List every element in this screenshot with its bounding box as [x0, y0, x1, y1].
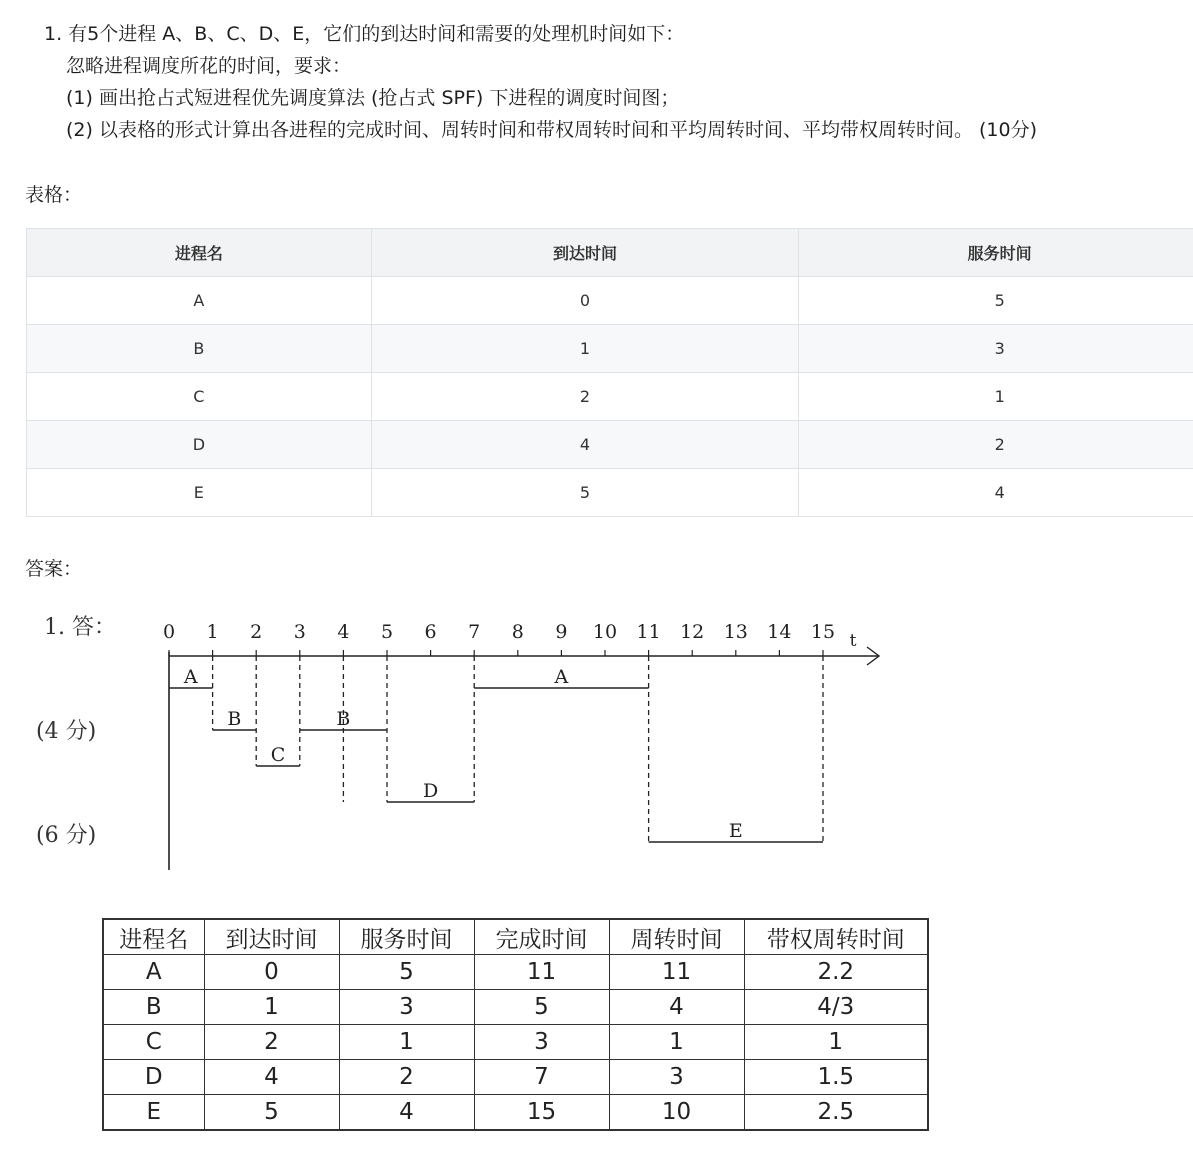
cell-process: D	[27, 421, 372, 469]
question-line-2: 忽略进程调度所花的时间，要求：	[66, 55, 352, 77]
gantt-chart	[150, 610, 890, 880]
cell: 10	[609, 1095, 744, 1131]
cell-service: 5	[799, 277, 1193, 325]
tick-label: 11	[636, 621, 661, 643]
cell: 4	[339, 1095, 474, 1131]
table-row	[103, 990, 928, 1025]
tick-label: 2	[250, 621, 263, 643]
cell: 1	[609, 1025, 744, 1060]
tick-label: 15	[810, 621, 836, 643]
table-header-row	[27, 229, 1193, 277]
cell: 3	[474, 1025, 609, 1060]
cell: 1	[339, 1025, 474, 1060]
question-line-3: (1) 画出抢占式短进程优先调度算法 (抢占式 SPF) 下进程的调度时间图；	[66, 87, 680, 109]
table-row	[27, 277, 1193, 325]
cell-arrival: 1	[371, 325, 799, 373]
ans-header-turnaround: 周转时间	[609, 919, 744, 955]
cell: 4/3	[744, 990, 928, 1025]
cell: 4	[609, 990, 744, 1025]
cell: 5	[474, 990, 609, 1025]
header-arrival-time: 到达时间	[371, 229, 799, 277]
ans-header-weighted: 带权周转时间	[744, 919, 928, 955]
process-table	[26, 228, 1193, 517]
answer-number: 1. 答：	[44, 615, 116, 640]
cell: 15	[474, 1095, 609, 1131]
table-row	[27, 325, 1193, 373]
ans-header-process: 进程名	[103, 919, 204, 955]
table-row	[27, 373, 1193, 421]
segment-label: B	[336, 708, 351, 730]
segment-label: B	[227, 708, 242, 730]
cell: 5	[204, 1095, 339, 1131]
cell: 1	[744, 1025, 928, 1060]
segment-label: A	[183, 666, 198, 688]
cell: 0	[204, 955, 339, 990]
cell: C	[103, 1025, 204, 1060]
cell: 3	[339, 990, 474, 1025]
segment-label: D	[422, 780, 439, 802]
tick-label: 12	[680, 621, 705, 643]
tick-label: 9	[555, 621, 568, 643]
cell-service: 2	[799, 421, 1193, 469]
cell: 7	[474, 1060, 609, 1095]
table-row	[103, 955, 928, 990]
score-top: (4 分)	[36, 719, 97, 744]
question-line-1: 1. 有5个进程 A、B、C、D、E，它们的到达时间和需要的处理机时间如下：	[44, 23, 685, 45]
gantt-tick-labels	[163, 621, 857, 651]
cell: 2	[204, 1025, 339, 1060]
answer-table	[102, 918, 929, 1131]
table-row	[103, 1025, 928, 1060]
cell-process: E	[27, 469, 372, 517]
answer-header-row	[103, 919, 928, 955]
score-bottom: (6 分)	[36, 823, 97, 848]
table-row	[103, 1095, 928, 1131]
answer-label: 答案：	[25, 558, 83, 580]
segment-label: E	[728, 820, 743, 842]
cell: 3	[609, 1060, 744, 1095]
cell: 11	[609, 955, 744, 990]
cell: 1	[204, 990, 339, 1025]
cell: 2.2	[744, 955, 928, 990]
cell: 11	[474, 955, 609, 990]
cell-service: 4	[799, 469, 1193, 517]
cell: D	[103, 1060, 204, 1095]
segment-label: A	[554, 666, 569, 688]
table-row	[27, 421, 1193, 469]
cell-service: 1	[799, 373, 1193, 421]
tick-label: 6	[424, 621, 437, 643]
tick-label: 4	[337, 621, 350, 643]
tick-label: 7	[468, 621, 481, 643]
cell-arrival: 4	[371, 421, 799, 469]
cell: 4	[204, 1060, 339, 1095]
ans-header-arrival: 到达时间	[204, 919, 339, 955]
cell-process: A	[27, 277, 372, 325]
tick-label: 0	[162, 621, 176, 643]
tick-label: 8	[511, 621, 524, 643]
segment-label: C	[270, 744, 286, 766]
cell-arrival: 0	[371, 277, 799, 325]
question-block	[44, 18, 1037, 146]
cell: B	[103, 990, 204, 1025]
ans-header-finish: 完成时间	[474, 919, 609, 955]
ans-header-service: 服务时间	[339, 919, 474, 955]
cell: A	[103, 955, 204, 990]
axis-label: t	[849, 631, 857, 651]
cell: E	[103, 1095, 204, 1131]
header-process-name: 进程名	[27, 229, 372, 277]
gantt-segments	[169, 656, 823, 842]
tick-label: 14	[767, 621, 792, 643]
cell-process: C	[27, 373, 372, 421]
cell: 1.5	[744, 1060, 928, 1095]
table-label: 表格：	[25, 184, 83, 206]
tick-label: 10	[592, 621, 618, 643]
tick-label: 13	[723, 621, 748, 643]
cell: 5	[339, 955, 474, 990]
table-row	[103, 1060, 928, 1095]
tick-label: 5	[380, 621, 394, 643]
cell-arrival: 5	[371, 469, 799, 517]
cell-arrival: 2	[371, 373, 799, 421]
cell-service: 3	[799, 325, 1193, 373]
cell: 2	[339, 1060, 474, 1095]
tick-label: 1	[206, 621, 219, 643]
table-row	[27, 469, 1193, 517]
tick-label: 3	[293, 621, 306, 643]
cell-process: B	[27, 325, 372, 373]
question-line-4: (2) 以表格的形式计算出各进程的完成时间、周转时间和带权周转时间和平均周转时间、平均带权周转时间。 (10分)	[66, 119, 1037, 141]
header-service-time: 服务时间	[799, 229, 1193, 277]
cell: 2.5	[744, 1095, 928, 1131]
